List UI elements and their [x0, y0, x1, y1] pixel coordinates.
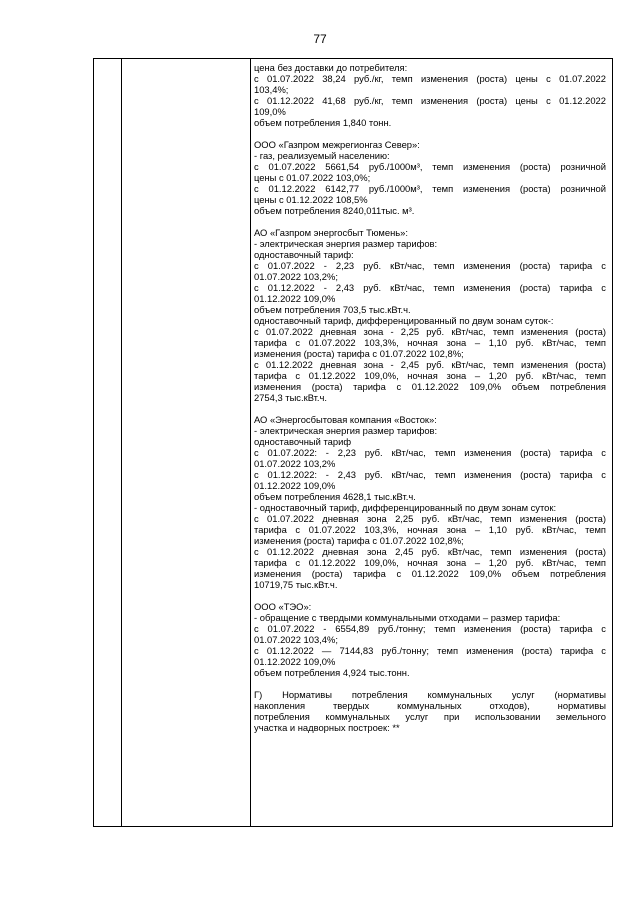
text-block	[254, 601, 606, 678]
text-line: с 01.07.2022 - 6554,89 руб./тонну; темп изменения (роста) тарифа с	[254, 623, 606, 634]
text-line: с 01.07.2022 38,24 руб./кг, темп изменения (роста) цены с 01.07.2022	[254, 73, 606, 84]
text-block	[254, 139, 606, 216]
block-spacer	[254, 216, 606, 227]
text-line: с 01.07.2022 - 2,23 руб. кВт/час, темп изменения (роста) тарифа с	[254, 260, 606, 271]
block-spacer	[254, 128, 606, 139]
text-line: объем потребления 1,840 тонн.	[254, 117, 392, 128]
text-line: объем потребления 8240,011тыс. м³.	[254, 205, 415, 216]
tariff-text-cell	[254, 62, 606, 733]
text-line: 01.12.2022 109,0%	[254, 293, 336, 304]
text-line: 01.07.2022 103,2%;	[254, 271, 338, 282]
text-line: цены с 01.12.2022 108,5%	[254, 194, 368, 205]
text-line: 01.12.2022 109,0%	[254, 656, 336, 667]
text-line: цены с 01.07.2022 103,0%;	[254, 172, 371, 183]
column-divider-1	[121, 59, 122, 826]
text-line: с 01.12.2022 — 7144,83 руб./тонну; темп изменения (роста) тарифа с	[254, 645, 606, 656]
text-line: объем потребления 703,5 тыс.кВт.ч.	[254, 304, 411, 315]
text-block	[254, 689, 606, 733]
text-line: с 01.12.2022 6142,77 руб./1000м³, темп изменения (роста) розничной	[254, 183, 606, 194]
column-divider-2	[250, 59, 251, 826]
text-line: АО «Энергосбытовая компания «Восток»:	[254, 414, 437, 425]
text-line: изменения (роста) тарифа с 01.07.2022 102,8%;	[254, 535, 464, 546]
text-line: 01.12.2022 109,0%	[254, 480, 336, 491]
text-line: - газ, реализуемый населению:	[254, 150, 390, 161]
block-spacer	[254, 403, 606, 414]
text-line: одноставочный тариф	[254, 436, 352, 447]
text-line: с 01.12.2022: - 2,43 руб. кВт/час, темп изменения (роста) тарифа с	[254, 469, 606, 480]
text-line: тарифа с 01.12.2022 109,0%, ночная зона – 1,20 руб. кВт/час, темп	[254, 370, 606, 381]
text-line: ООО «ТЭО»:	[254, 601, 312, 612]
text-line: с 01.12.2022 дневная зона - 2,45 руб. кВт/час, темп изменения (роста)	[254, 359, 606, 370]
text-line: тарифа с 01.12.2022 109,0%, ночная зона – 1,20 руб. кВт/час, темп	[254, 557, 606, 568]
text-line: ООО «Газпром межрегионгаз Север»:	[254, 139, 420, 150]
text-line: 01.07.2022 103,4%;	[254, 634, 338, 645]
text-line: изменения (роста) тарифа с 01.12.2022 109,0% объем потребления	[254, 568, 606, 579]
document-table	[93, 58, 613, 827]
page-number: 77	[313, 32, 327, 46]
text-line: изменения (роста) тарифа с 01.07.2022 102,8%;	[254, 348, 464, 359]
text-line: 01.07.2022 103,2%	[254, 458, 336, 469]
text-line: объем потребления 4,924 тыс.тонн.	[254, 667, 410, 678]
text-line: с 01.07.2022 дневная зона 2,25 руб. кВт/час, темп изменения (роста)	[254, 513, 606, 524]
text-line: 103,4%;	[254, 84, 289, 95]
text-line: с 01.12.2022 41,68 руб./кг, темп изменения (роста) цены с 01.12.2022	[254, 95, 606, 106]
text-line: Г) Нормативы потребления коммунальных услуг (нормативы	[254, 689, 606, 700]
text-line: - обращение с твердыми коммунальными отходами – размер тарифа:	[254, 612, 561, 623]
text-block	[254, 227, 606, 403]
text-block	[254, 62, 606, 128]
text-line: тарифа с 01.07.2022 103,3%, ночная зона – 1,10 руб. кВт/час, темп	[254, 337, 606, 348]
block-spacer	[254, 590, 606, 601]
text-line: накопления твердых коммунальных отходов), нормативы	[254, 700, 606, 711]
text-line: АО «Газпром энергосбыт Тюмень»:	[254, 227, 408, 238]
text-line: цена без доставки до потребителя:	[254, 62, 408, 73]
text-line: одноставочный тариф:	[254, 249, 354, 260]
text-line: с 01.12.2022 - 2,43 руб. кВт/час, темп изменения (роста) тарифа с	[254, 282, 606, 293]
text-line: участка и надворных построек: **	[254, 722, 400, 733]
text-line: с 01.07.2022 5661,54 руб./1000м³, темп изменения (роста) розничной	[254, 161, 606, 172]
text-line: - электрическая энергия размер тарифов:	[254, 238, 438, 249]
text-line: 2754,3 тыс.кВт.ч.	[254, 392, 327, 403]
text-line: объем потребления 4628,1 тыс.кВт.ч.	[254, 491, 416, 502]
text-line: 10719,75 тыс.кВт.ч.	[254, 579, 338, 590]
text-line: 109,0%	[254, 106, 286, 117]
text-line: с 01.12.2022 дневная зона 2,45 руб. кВт/час, темп изменения (роста)	[254, 546, 606, 557]
text-block	[254, 414, 606, 590]
block-spacer	[254, 678, 606, 689]
text-line: - одноставочный тариф, дифференцированный по двум зонам суток:	[254, 502, 557, 513]
text-line: потребления коммунальных услуг при использовании земельного	[254, 711, 606, 722]
text-line: - электрическая энергия размер тарифов:	[254, 425, 438, 436]
text-line: изменения (роста) тарифа с 01.12.2022 109,0% объем потребления	[254, 381, 606, 392]
text-line: тарифа с 01.07.2022 103,3%, ночная зона – 1,10 руб. кВт/час, темп	[254, 524, 606, 535]
text-line: с 01.07.2022: - 2,23 руб. кВт/час, темп изменения (роста) тарифа с	[254, 447, 606, 458]
text-line: одноставочный тариф, дифференцированный по двум зонам суток-:	[254, 315, 554, 326]
text-line: с 01.07.2022 дневная зона - 2,25 руб. кВт/час, темп изменения (роста)	[254, 326, 606, 337]
